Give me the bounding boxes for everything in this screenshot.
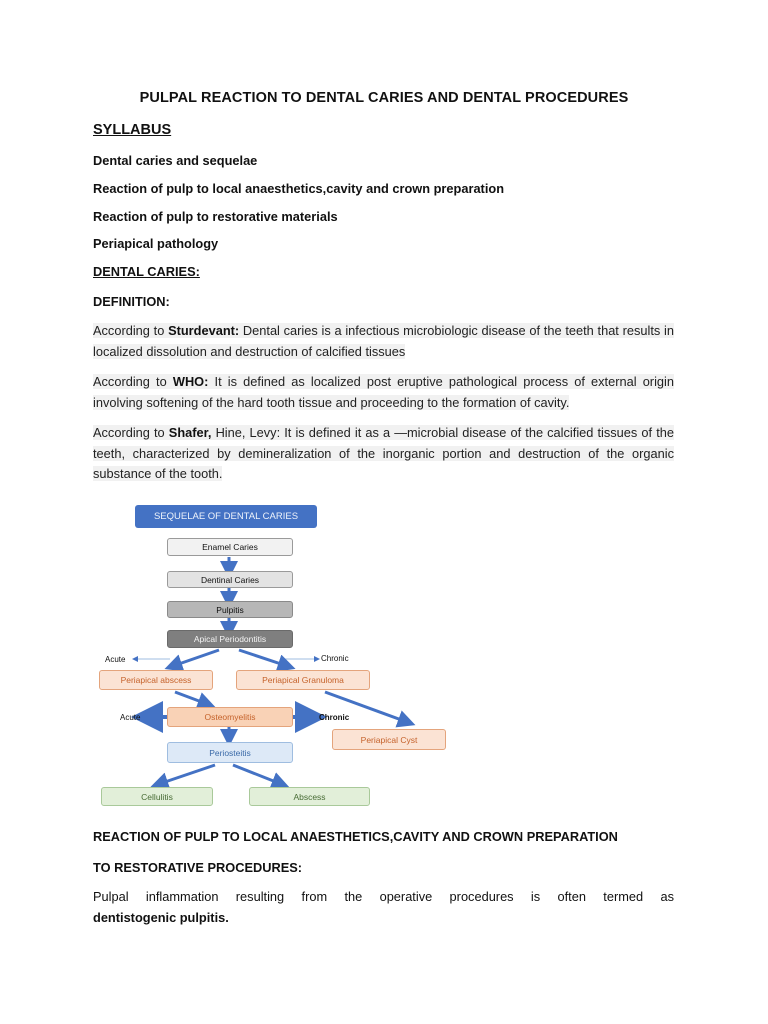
node-periapical-granuloma: Periapical Granuloma	[236, 670, 370, 690]
label-acute: Acute	[105, 655, 126, 664]
node-osteomyelitis: Osteomyelitis	[167, 707, 293, 727]
arrow	[233, 765, 281, 784]
sequelae-diagram	[95, 500, 455, 812]
arrow	[173, 650, 219, 666]
node-dentinal-caries: Dentinal Caries	[167, 571, 293, 588]
final-paragraph: Pulpal inflammation resulting from the operative procedures is often termed as	[93, 889, 674, 904]
node-apical-periodontitis: Apical Periodontitis	[167, 630, 293, 648]
syllabus-heading: SYLLABUS	[93, 122, 172, 138]
final-paragraph-bold: dentistogenic pulpitis.	[93, 910, 229, 925]
node-periapical-cyst: Periapical Cyst	[332, 729, 446, 750]
syllabus-item: Reaction of pulp to restorative materials	[93, 209, 338, 224]
reaction-heading: REACTION OF PULP TO LOCAL ANAESTHETICS,CAVITY AND CROWN PREPARATION	[93, 829, 618, 844]
node-cellulitis: Cellulitis	[101, 787, 213, 806]
diagram-header: SEQUELAE OF DENTAL CARIES	[135, 505, 317, 528]
definition-shafer: According to Shafer, Hine, Levy: It is defined it as a —microbial disease of the calcified tissues of the teeth, characterized by demineralization of the inorganic portion and destruction of the organic substance of the tooth.	[93, 425, 674, 481]
arrow	[159, 765, 215, 784]
definition-heading: DEFINITION:	[93, 294, 170, 309]
syllabus-item: Reaction of pulp to local anaesthetics,cavity and crown preparation	[93, 181, 505, 196]
restorative-heading: TO RESTORATIVE PROCEDURES:	[93, 860, 303, 875]
arrow	[239, 650, 287, 666]
syllabus-item: Dental caries and sequelae	[93, 153, 258, 168]
node-abscess: Abscess	[249, 787, 370, 806]
syllabus-item: Periapical pathology	[93, 236, 219, 251]
node-pulpitis: Pulpitis	[167, 601, 293, 618]
arrow	[175, 692, 207, 704]
definition-sturdevant: According to Sturdevant: Dental caries is a infectious microbiologic disease of the teeth that results in localized dissolution and destruction of calcified tissues	[93, 323, 674, 359]
label-acute: Acute	[120, 713, 141, 722]
node-periosteitis: Periosteitis	[167, 742, 293, 763]
dental-caries-heading: DENTAL CARIES:	[93, 264, 200, 279]
page-title: PULPAL REACTION TO DENTAL CARIES AND DENTAL PROCEDURES	[139, 90, 629, 106]
label-chronic: Chronic	[319, 713, 350, 722]
definition-who: According to WHO: It is defined as localized post eruptive pathological process of external origin involving softening of the hard tooth tissue and proceeding to the formation of cavity.	[93, 374, 674, 410]
label-chronic: Chronic	[321, 654, 349, 663]
node-periapical-abscess: Periapical abscess	[99, 670, 213, 690]
node-enamel-caries: Enamel Caries	[167, 538, 293, 556]
